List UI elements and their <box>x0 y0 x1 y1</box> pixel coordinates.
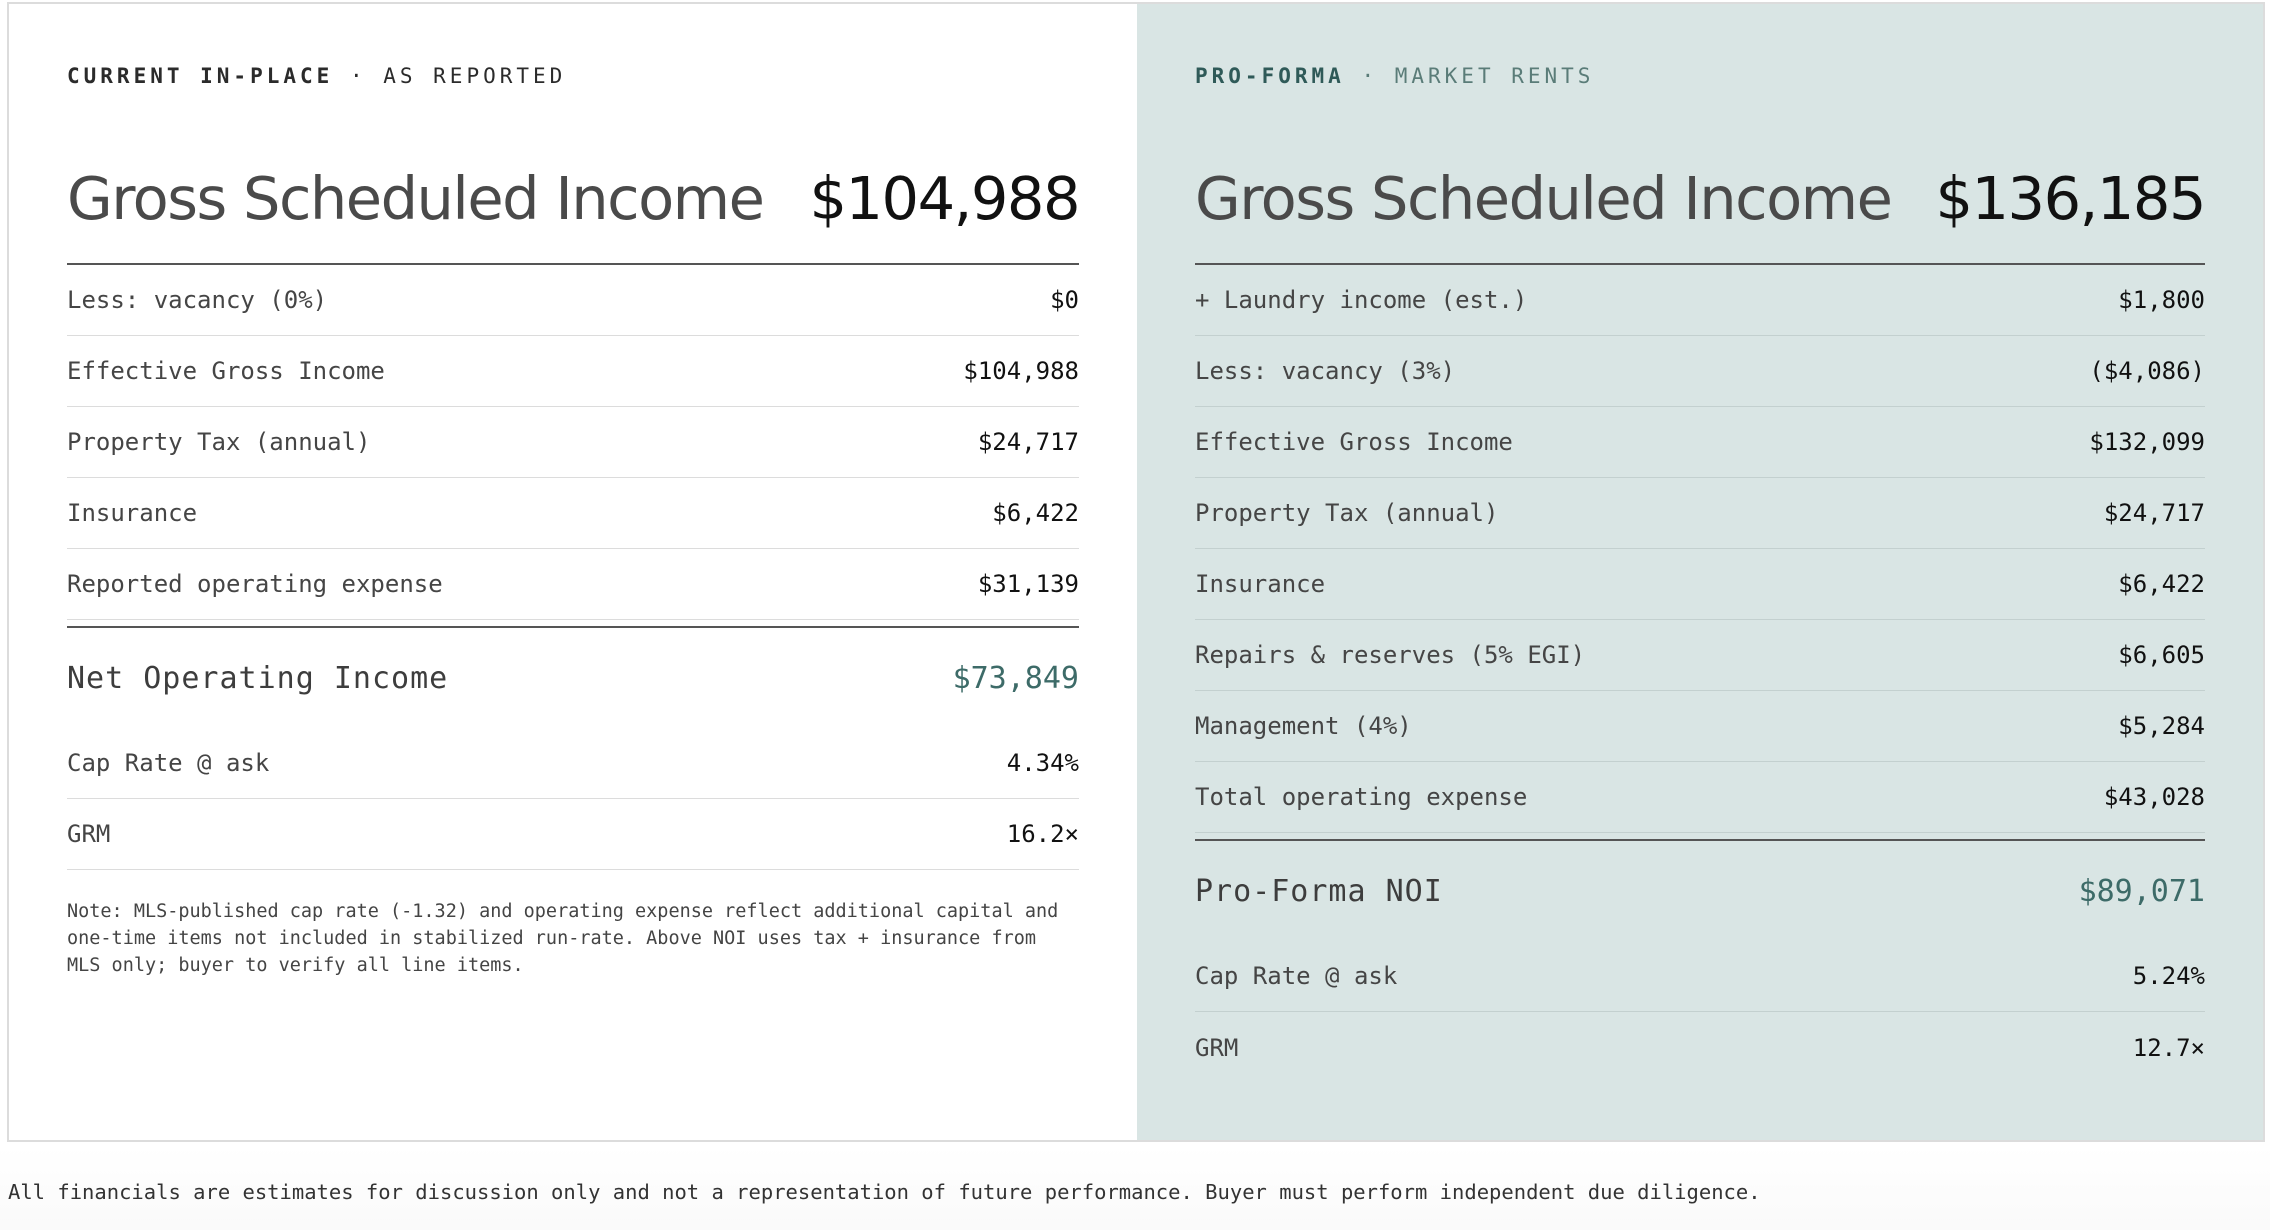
noi-value: $89,071 <box>2078 873 2205 909</box>
footnote: Note: MLS-published cap rate (-1.32) and operating expense reflect additional capital and one-time items not included in stabilized run-rate. Above NOI uses tax + insurance from MLS only; buyer to verify all line items. <box>67 901 1059 976</box>
line-items <box>67 263 1079 979</box>
line-item-value: $6,422 <box>2118 570 2205 598</box>
disclaimer: All financials are estimates for discussion only and not a representation of future performance. Buyer must perform independent due diligence. <box>8 1180 1761 1204</box>
pro-forma-panel <box>1137 4 2263 1140</box>
line-item-value: $6,605 <box>2118 641 2205 669</box>
line-item-management <box>1195 691 2205 762</box>
financials-comparison <box>7 2 2265 1142</box>
noi-label: Net Operating Income <box>67 660 449 696</box>
eyebrow-primary: PRO-FORMA <box>1195 64 1345 88</box>
line-item-property-tax <box>1195 478 2205 549</box>
line-item-label: Repairs & reserves (5% EGI) <box>1195 641 1586 669</box>
line-item-value: $132,099 <box>2089 428 2205 456</box>
line-item-label: Less: vacancy (3%) <box>1195 357 1456 385</box>
line-item-vacancy <box>1195 336 2205 407</box>
panel-eyebrow <box>67 64 566 88</box>
line-item-label: Effective Gross Income <box>1195 428 1513 456</box>
metric-grm <box>1195 1012 2205 1083</box>
line-item-property-tax <box>67 407 1079 478</box>
line-item-value: $43,028 <box>2103 783 2205 811</box>
line-item-vacancy <box>67 265 1079 336</box>
line-item-egi <box>67 336 1079 407</box>
line-item-label: Reported operating expense <box>67 570 443 598</box>
line-item-insurance <box>1195 549 2205 620</box>
line-item-label: Property Tax (annual) <box>67 428 371 456</box>
metric-cap-rate <box>1195 941 2205 1012</box>
gross-scheduled-income-headline <box>1195 164 2205 233</box>
metric-label: Cap Rate @ ask <box>1195 962 1398 990</box>
line-item-label: Management (4%) <box>1195 712 1412 740</box>
metric-value: 4.34% <box>1006 749 1079 777</box>
metric-value: 5.24% <box>2132 962 2205 990</box>
headline-amount: $136,185 <box>1935 164 2205 233</box>
line-item-insurance <box>67 478 1079 549</box>
metric-label: Cap Rate @ ask <box>67 749 270 777</box>
line-item-value: ($4,086) <box>2089 357 2205 385</box>
line-item-operating-expense <box>67 549 1079 620</box>
line-item-label: + Laundry income (est.) <box>1195 286 1528 314</box>
metric-label: GRM <box>1195 1033 1239 1062</box>
line-item-value: $1,800 <box>2118 286 2205 314</box>
headline-label: Gross Scheduled Income <box>1195 164 1892 233</box>
eyebrow-secondary: · MARKET RENTS <box>1344 64 1595 88</box>
noi-value: $73,849 <box>952 660 1079 696</box>
line-item-label: Effective Gross Income <box>67 357 385 385</box>
line-item-value: $104,988 <box>963 357 1079 385</box>
metric-grm <box>67 799 1079 870</box>
line-item-label: Less: vacancy (0%) <box>67 286 328 314</box>
line-item-value: $6,422 <box>992 499 1079 527</box>
panel-eyebrow <box>1195 64 1594 88</box>
metric-value: 12.7× <box>2132 1033 2205 1062</box>
line-item-value: $24,717 <box>2103 499 2205 527</box>
eyebrow-secondary: · AS REPORTED <box>333 64 567 88</box>
gross-scheduled-income-headline <box>67 164 1079 233</box>
metric-label: GRM <box>67 820 111 848</box>
metrics <box>67 728 1079 870</box>
net-operating-income <box>67 626 1079 728</box>
line-item-egi <box>1195 407 2205 478</box>
line-item-label: Insurance <box>1195 570 1326 598</box>
noi-label: Pro-Forma NOI <box>1195 873 1443 909</box>
line-item-label: Total operating expense <box>1195 783 1528 811</box>
headline-label: Gross Scheduled Income <box>67 164 764 233</box>
pro-forma-noi <box>1195 839 2205 941</box>
line-item-value: $24,717 <box>977 428 1079 456</box>
line-item-value: $0 <box>1050 286 1079 314</box>
eyebrow-primary: CURRENT IN-PLACE <box>67 64 334 88</box>
metric-value: 16.2× <box>1006 820 1079 848</box>
headline-amount: $104,988 <box>809 164 1079 233</box>
metrics <box>1195 941 2205 1083</box>
metric-cap-rate <box>67 728 1079 799</box>
line-item-laundry <box>1195 265 2205 336</box>
line-item-value: $5,284 <box>2118 712 2205 740</box>
line-item-value: $31,139 <box>977 570 1079 598</box>
current-in-place-panel <box>9 4 1137 1140</box>
line-item-label: Property Tax (annual) <box>1195 499 1499 527</box>
line-item-total-operating-expense <box>1195 762 2205 833</box>
line-items <box>1195 263 2205 1083</box>
line-item-repairs-reserves <box>1195 620 2205 691</box>
line-item-label: Insurance <box>67 499 198 527</box>
